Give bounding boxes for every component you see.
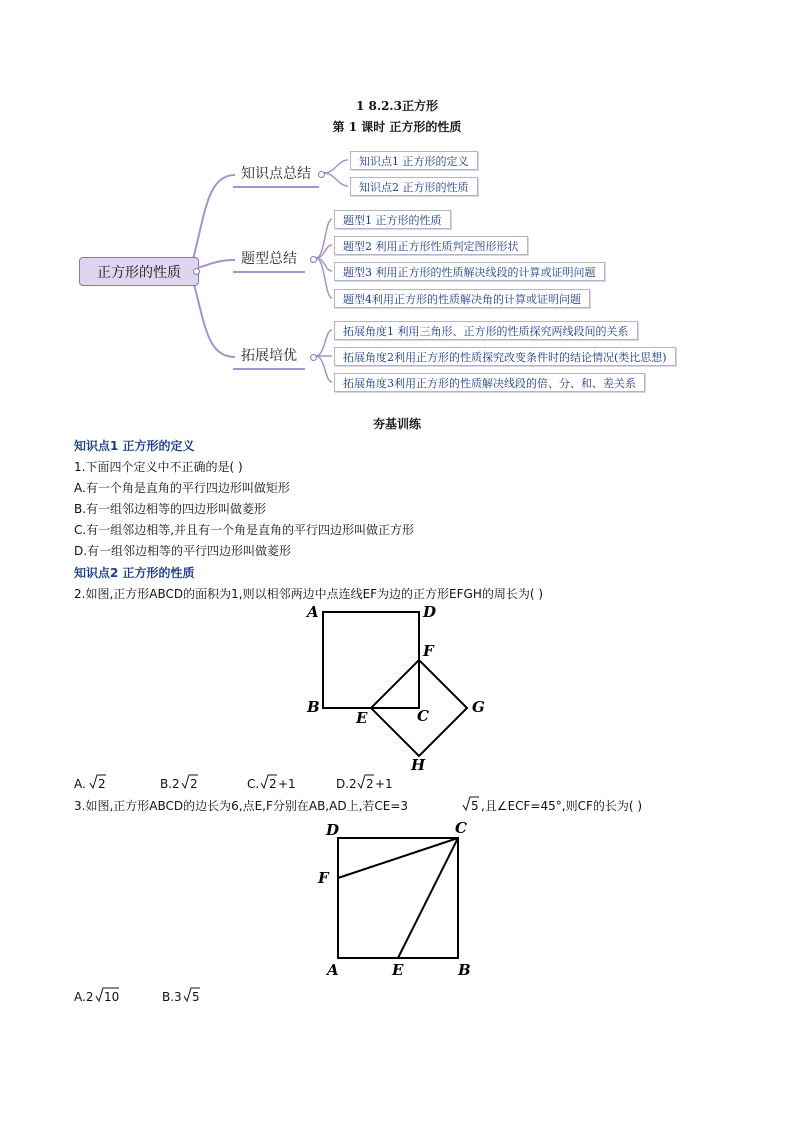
page-title: 1 8.2.3正方形	[356, 99, 438, 113]
question-3-stem-post: ,且∠ECF=45°,则CF的长为( )	[481, 799, 643, 813]
label-c: C	[455, 819, 467, 837]
question-1-option-b: B.有一组邻边相等的四边形叫做菱形	[74, 502, 267, 516]
square-abcd	[323, 612, 419, 708]
collapse-dot-icon	[310, 256, 317, 263]
label-f: F	[318, 869, 329, 887]
collapse-dot-icon	[193, 268, 200, 275]
question-2-figure	[300, 596, 500, 776]
label-a: A	[327, 961, 339, 979]
option-d-suffix: +1	[375, 777, 393, 791]
option-a-prefix: A.	[74, 777, 86, 791]
label-d: D	[326, 821, 340, 839]
question-2-stem: 2.如图,正方形ABCD的面积为1,则以相邻两边中点连线EF为边的正方形EFGH的周长为( )	[74, 587, 544, 601]
option-b-radicand: 5	[192, 990, 200, 1004]
mindmap-branch-1: 知识点总结	[233, 162, 319, 188]
label-h: H	[411, 756, 426, 774]
connector-branch-1	[190, 175, 235, 270]
option-b-prefix: B.2	[160, 777, 180, 791]
mindmap-leaf: 题型2 利用正方形性质判定图形形状	[334, 236, 528, 255]
label-a: A	[307, 603, 319, 621]
question-3-stem	[70, 794, 730, 816]
label-c: C	[417, 707, 429, 725]
option-d-radicand: 2	[366, 777, 374, 791]
question-2-options	[70, 772, 430, 794]
label-g: G	[472, 698, 485, 716]
question-1-stem: 1.下面四个定义中不正确的是( )	[74, 460, 243, 474]
question-1-option-c: C.有一组邻边相等,并且有一个角是直角的平行四边形叫做正方形	[74, 523, 415, 537]
knowledge-point-1: 知识点1 正方形的定义	[74, 439, 195, 453]
option-a-radicand: 2	[98, 777, 106, 791]
label-b: B	[307, 698, 320, 716]
label-d: D	[423, 603, 437, 621]
mindmap-leaf: 拓展角度1 利用三角形、正方形的性质探究两线段间的关系	[334, 321, 638, 340]
mindmap-leaf: 知识点1 正方形的定义	[350, 151, 478, 170]
label-e: E	[392, 961, 404, 979]
square-abcd-q3	[338, 838, 458, 958]
mindmap-branch-3: 拓展培优	[233, 344, 305, 370]
option-b-radicand: 2	[190, 777, 198, 791]
question-3-options	[70, 985, 270, 1007]
label-b: B	[458, 961, 471, 979]
option-c-radicand: 2	[269, 777, 277, 791]
mindmap-branch-2: 题型总结	[233, 247, 305, 273]
knowledge-point-2: 知识点2 正方形的性质	[74, 566, 195, 580]
collapse-dot-icon	[310, 354, 317, 361]
option-c-suffix: +1	[278, 777, 296, 791]
label-e: E	[356, 709, 368, 727]
mindmap-leaf: 知识点2 正方形的性质	[350, 177, 478, 196]
page-subtitle: 第 1 课时 正方形的性质	[332, 120, 462, 134]
mindmap-leaf: 题型1 正方形的性质	[334, 210, 451, 229]
option-c-prefix: C.	[247, 777, 260, 791]
mindmap-center-label: 正方形的性质	[97, 264, 181, 281]
option-a-radicand: 10	[104, 990, 120, 1004]
label-f: F	[423, 642, 434, 660]
option-b-prefix: B.3	[162, 990, 182, 1004]
section-title: 夯基训练	[372, 417, 421, 431]
question-3-figure	[310, 815, 480, 985]
mindmap-leaf: 题型4利用正方形的性质解决角的计算或证明问题	[334, 289, 590, 308]
option-a-prefix: A.2	[74, 990, 94, 1004]
mindmap-leaf: 拓展角度3利用正方形的性质解决线段的倍、分、和、差关系	[334, 373, 645, 392]
question-3-stem-pre: 3.如图,正方形ABCD的边长为6,点E,F分别在AB,AD上,若CE=3	[74, 799, 409, 813]
mindmap-leaf: 拓展角度2利用正方形的性质探究改变条件时的结论情况(类比思想)	[334, 347, 676, 366]
question-3-stem-radicand: 5	[471, 799, 479, 813]
mindmap-center-node	[79, 257, 199, 286]
collapse-dot-icon	[318, 171, 325, 178]
mindmap-leaf: 题型3 利用正方形的性质解决线段的计算或证明问题	[334, 262, 605, 281]
question-1-option-a: A.有一个角是直角的平行四边形叫做矩形	[74, 481, 290, 495]
question-1-option-d: D.有一组邻边相等的平行四边形叫做菱形	[74, 544, 292, 558]
option-d-prefix: D.2	[336, 777, 357, 791]
